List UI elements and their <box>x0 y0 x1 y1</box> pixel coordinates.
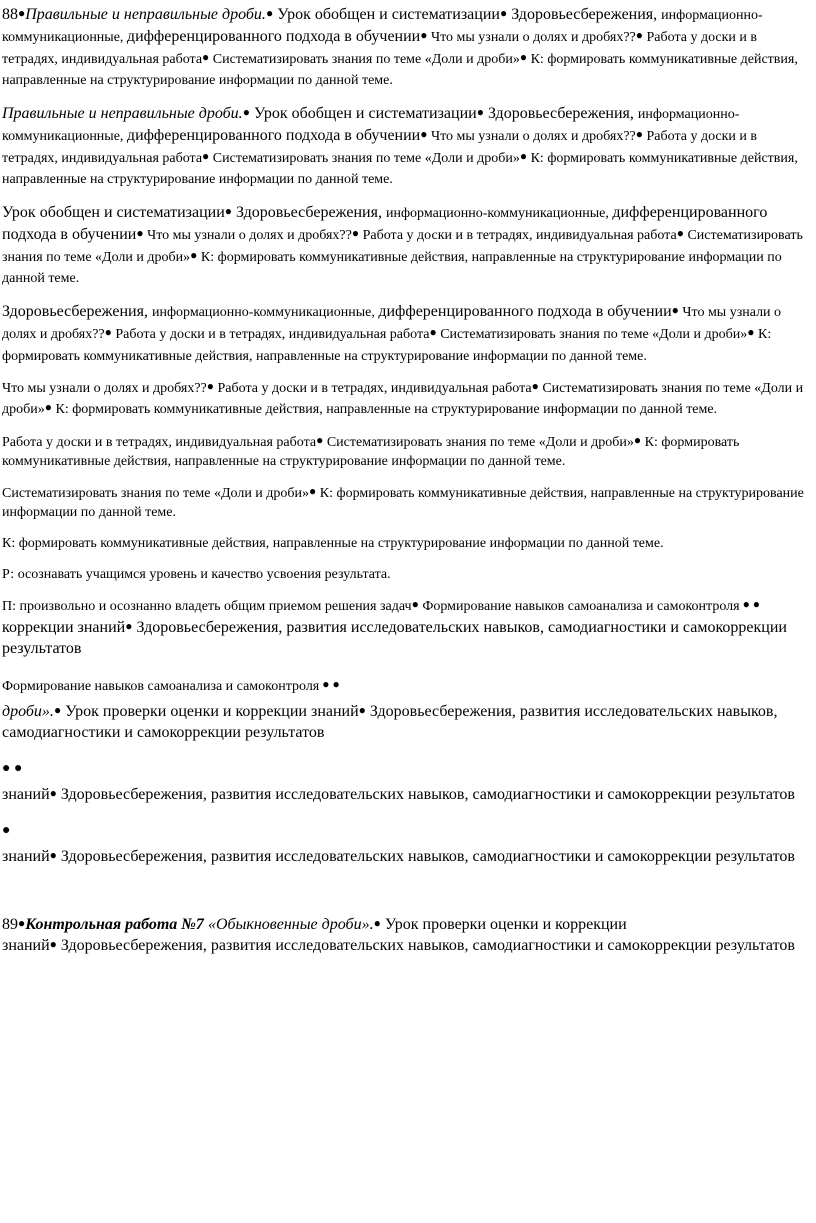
health-tech: Здоровьесбережения, развития исследовательских навыков, самодиагностики и самокоррекции результатов <box>2 619 787 658</box>
bullet-icon: ● <box>316 432 324 447</box>
communicative-goal: К: формировать коммуникативные действия, направленные на структурирование информации по данной теме. <box>2 150 798 188</box>
bullet-icon: ● <box>125 619 133 633</box>
lesson-topic: Что мы узнали о долях и дробях?? <box>143 227 352 243</box>
health-tech: Здоровьесбережения, развития исследовательских навыков, самодиагностики и самокоррекции результатов <box>56 848 795 866</box>
bullet-icon: ● ● <box>319 676 340 691</box>
bullet-row <box>2 822 814 841</box>
bullet-icon: ● <box>202 49 210 64</box>
lesson-title-subject: «Обыкновенные дроби». <box>203 915 374 933</box>
work-forms: Работа у доски и в тетрадях, индивидуальная работа <box>2 128 758 166</box>
bullet-icon: ● <box>309 484 317 499</box>
self-analysis-skills: Формирование навыков самоанализа и самоконтроля <box>418 599 740 615</box>
cognitive-goal: П: произвольно и осознанно владеть общим приемом решения задач <box>2 599 412 615</box>
bullet-icon: ● <box>202 148 210 163</box>
knowledge-line <box>2 784 814 805</box>
diff-tech: дифференцированного подхода в обучении <box>126 27 421 45</box>
communicative-goal: К: формировать коммуникативные действия, направленные на структурирование информации по данной теме. <box>2 535 664 551</box>
bullet-icon: ● <box>190 247 198 262</box>
bullet-icon: ● <box>104 324 112 339</box>
communicative-goal: К: формировать коммуникативные действия, направленные на структурирование информации по данной теме. <box>52 402 718 417</box>
lesson-entry-repeat-3 <box>2 301 814 366</box>
bullet-icon: ● <box>53 702 62 717</box>
work-forms: Работа у доски и в тетрадях, индивидуальная работа <box>111 326 430 342</box>
lesson-type: Урок проверки оценки и коррекции <box>380 915 627 933</box>
bullet-icon: ● <box>519 49 528 64</box>
lesson-type: Урок обобщен и систематизации <box>273 6 500 23</box>
lesson-type: Урок обобщен и систематизации <box>249 105 477 122</box>
knowledge-text: знаний <box>2 848 50 866</box>
knowledge-text: знаний <box>2 937 50 955</box>
work-forms: Работа у доски и в тетрадях, индивидуальная работа <box>2 29 758 67</box>
lesson-title: Правильные и неправильные дроби. <box>25 6 266 23</box>
self-analysis-line <box>2 676 814 697</box>
regulative-goal-line <box>2 566 814 585</box>
diff-tech: дифференцированного подхода в обучении <box>126 126 421 144</box>
lesson-goal: Систематизировать знания по теме «Доли и дроби» <box>2 486 310 502</box>
health-tech: Здоровьесбережения, <box>507 6 662 23</box>
lesson-entry-repeat-2 <box>2 202 814 289</box>
lesson-number: 88 <box>2 6 18 23</box>
bullet-icon: ● <box>49 937 57 952</box>
knowledge-line <box>2 846 814 867</box>
bullet-icon: ● <box>49 848 57 863</box>
lesson-goal: Систематизировать знания по теме «Доли и дроби» <box>209 51 520 67</box>
health-tech: Здоровьесбережения, <box>2 303 152 320</box>
lesson-goal: Систематизировать знания по теме «Доли и дроби» <box>323 434 634 450</box>
bullet-icon: ● <box>265 6 274 20</box>
regulative-goal: Р: осознавать учащимся уровень и качество усвоения результата. <box>2 566 391 582</box>
ict-tech: информационно-коммуникационные, <box>385 206 613 221</box>
ict-tech: информационно-коммуникационные, <box>2 8 763 45</box>
lesson-type: Урок проверки оценки и коррекции знаний <box>61 702 359 720</box>
ict-tech: информационно-коммуникационные, <box>2 107 740 144</box>
lesson-88-entry <box>2 4 814 91</box>
bullet-icon: ● ● <box>739 597 761 612</box>
correction-text: коррекции знаний <box>2 619 126 636</box>
bullet-icon: ● <box>420 27 428 42</box>
lesson-89-entry <box>2 914 814 935</box>
bullet-icon: ● <box>531 379 539 394</box>
lesson-topic: Что мы узнали о долях и дробях?? <box>2 381 207 397</box>
bullet-icon: ● ● <box>2 760 23 776</box>
bullet-icon: ● <box>2 822 11 838</box>
bullet-icon: ● <box>18 6 26 20</box>
health-tech: Здоровьесбережения, развития исследовательских навыков, самодиагностики и самокоррекции результатов <box>56 937 795 955</box>
bullet-icon: ● <box>206 379 215 394</box>
work-forms: Работа у доски и в тетрадях, индивидуальная работа <box>2 434 317 450</box>
communicative-goal: К: формировать коммуникативные действия, направленные на структурирование информации по данной теме. <box>2 326 772 364</box>
lesson-topic: Что мы узнали о долях и дробях?? <box>427 128 636 144</box>
bullet-icon: ● <box>519 148 528 163</box>
lesson-number: 89 <box>2 915 18 933</box>
lesson-topic: Что мы узнали о долях и дробях?? <box>2 305 782 342</box>
bullet-icon: ● <box>747 324 755 339</box>
bullet-icon: ● <box>411 597 419 612</box>
bullet-icon: ● <box>224 204 232 218</box>
lesson-goal: Систематизировать знания по теме «Доли и дроби» <box>2 227 803 265</box>
bullet-icon: ● <box>635 27 643 42</box>
correction-line <box>2 617 814 660</box>
bullet-icon: ● <box>671 303 679 317</box>
lesson-title: дроби». <box>2 702 54 720</box>
bullet-icon: ● <box>49 786 57 801</box>
bullet-icon: ● <box>44 400 52 414</box>
bullet-row <box>2 760 814 779</box>
communicative-goal-line <box>2 535 814 554</box>
work-forms: Работа у доски и в тетрадях, индивидуальная работа <box>359 227 677 243</box>
communicative-goal: К: формировать коммуникативные действия, направленные на структурирование информации по данной теме. <box>2 486 804 520</box>
diff-tech: дифференцированного подхода в обучении <box>2 204 768 243</box>
bullet-icon: ● <box>476 105 484 119</box>
bullet-icon: ● <box>358 702 366 717</box>
self-analysis-skills: Формирование навыков самоанализа и самоконтроля <box>2 678 320 694</box>
bullet-icon: ● <box>18 915 26 930</box>
knowledge-text: знаний <box>2 786 50 804</box>
bullet-icon: ● <box>429 324 437 339</box>
lesson-type: Урок обобщен и систематизации <box>2 204 225 221</box>
health-tech: Здоровьесбережения, <box>232 204 386 221</box>
lesson-title: Правильные и неправильные дроби. <box>2 105 243 122</box>
bullet-icon: ● <box>635 126 643 141</box>
lesson-goal: Систематизировать знания по теме «Доли и дроби» <box>436 326 748 342</box>
communicative-goal: К: формировать коммуникативные действия, направленные на структурирование информации по данной теме. <box>2 434 740 469</box>
lesson-entry-repeat-4 <box>2 378 814 420</box>
lesson-title: Контрольная работа №7 <box>25 915 204 933</box>
diff-tech: дифференцированного подхода в обучении <box>378 303 672 320</box>
bullet-icon: ● <box>676 225 684 240</box>
lesson-entry-repeat-6 <box>2 483 814 523</box>
bullet-icon: ● <box>242 105 250 119</box>
knowledge-line <box>2 935 814 956</box>
lesson-topic: Что мы узнали о долях и дробях?? <box>427 29 636 45</box>
lesson-entry-repeat-1 <box>2 103 814 190</box>
communicative-goal: К: формировать коммуникативные действия, направленные на структурирование информации по данной теме. <box>2 51 798 89</box>
bullet-icon: ● <box>373 915 381 930</box>
bullet-icon: ● <box>633 432 642 447</box>
health-tech: Здоровьесбережения, развития исследовательских навыков, самодиагностики и самокоррекции результатов <box>56 786 795 804</box>
bullet-icon: ● <box>420 126 428 141</box>
cognitive-goal-line <box>2 596 814 617</box>
bullet-icon: ● <box>499 6 508 20</box>
lesson-goal: Систематизировать знания по теме «Доли и дроби» <box>2 381 804 417</box>
lesson-entry-repeat-5 <box>2 432 814 472</box>
work-forms: Работа у доски и в тетрадях, индивидуальная работа <box>214 381 532 397</box>
bullet-icon: ● <box>136 225 144 240</box>
bullet-icon: ● <box>351 225 360 240</box>
communicative-goal: К: формировать коммуникативные действия, направленные на структурирование информации по данной теме. <box>2 249 782 287</box>
lesson-check-entry <box>2 701 814 744</box>
ict-tech: информационно-коммуникационные, <box>151 305 379 320</box>
health-tech: Здоровьесбережения, <box>483 105 638 122</box>
health-tech: Здоровьесбережения, развития исследовательских навыков, самодиагностики и самокоррекции результатов <box>2 702 778 742</box>
lesson-goal: Систематизировать знания по теме «Доли и дроби» <box>209 150 520 166</box>
